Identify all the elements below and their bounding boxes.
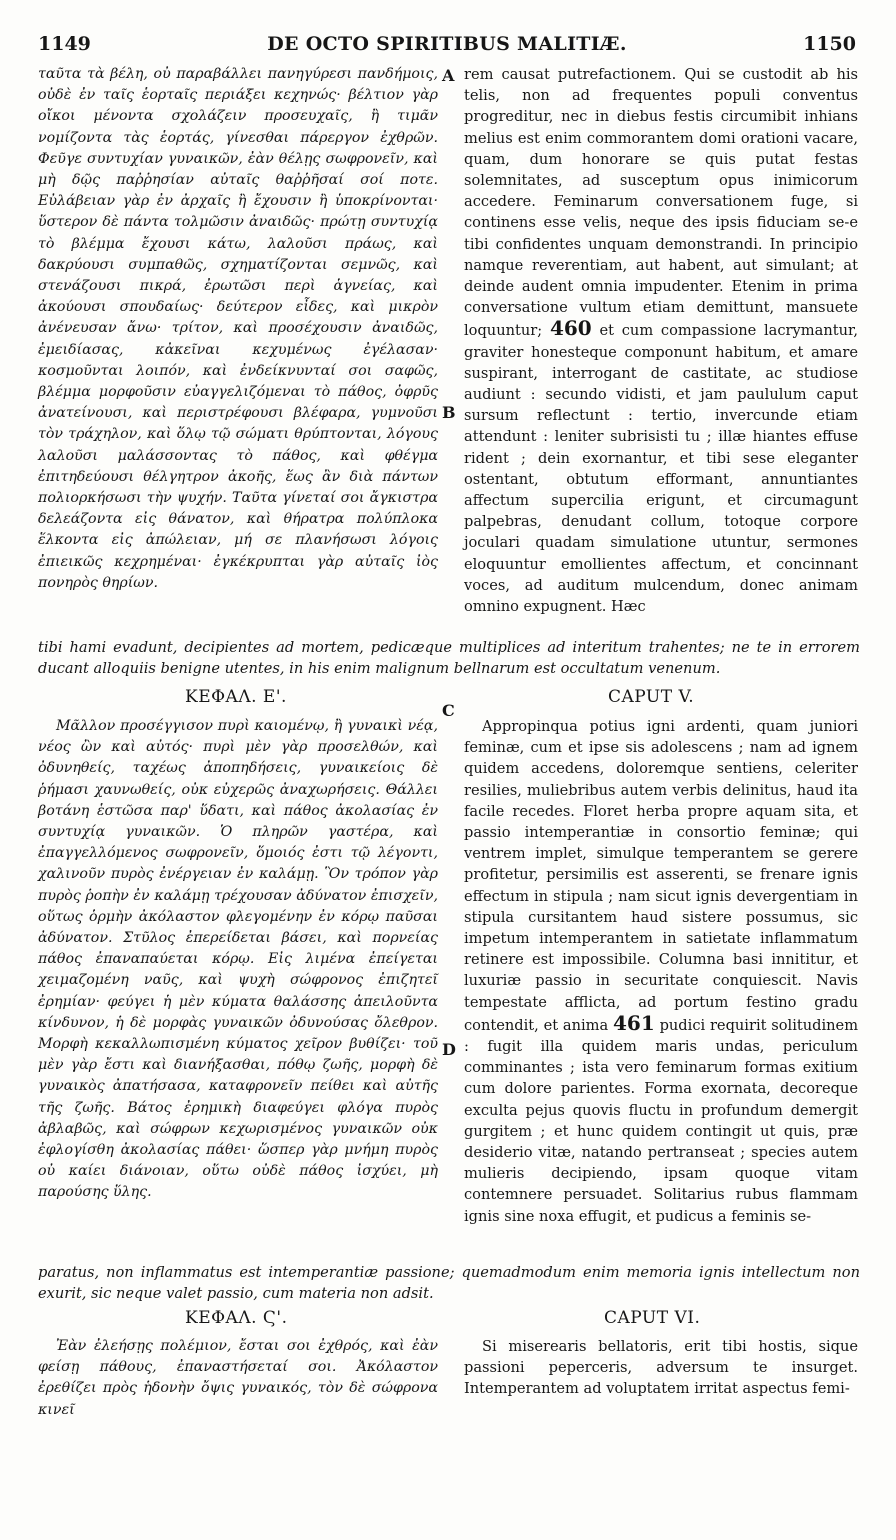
latin-column-chapter-6: Si miserearis bellatoris, erit tibi hostis, sique passioni peperceris, adversum te insurget. Intemperantem ad voluptatem irritat aspectus femi- [464, 1338, 858, 1398]
latin-spanning-text-2: paratus, non inflammatus est intemperantiæ passione; quemadmodum enim memoria ignis intellectum non exurit, sic neque valet passio, cum materia non adsit. [38, 1264, 860, 1302]
column-marker-461: 461 [613, 1010, 655, 1035]
margin-marker-c: C [442, 701, 455, 720]
margin-marker-b: B [442, 403, 456, 422]
latin-chapter-heading-5: CAPUT V. [608, 687, 695, 707]
margin-marker-d: D [442, 1040, 456, 1059]
margin-marker-a: A [442, 66, 455, 85]
greek-chapter-heading-5: ΚΕΦΑΛ. Ε'. [185, 687, 287, 707]
greek-chapter-heading-6: ΚΕΦΑΛ. Ϛ'. [185, 1308, 288, 1328]
latin-text-top-2: et cum compassione lacrymantur, graviter honesteque componunt habitum, et amare suspirant, interrogant de castitate, ac studiose audiunt : secundo vidisti, et jam paululum caput sursum reflectunt : tertio, invercunde etiam attendunt : leniter subrisisti tu ; illæ hiantes effuse rident ; dein exornantur, et tibi sese eleganter ostentant, obtutum efformant, annuntiantes affectum supercilia erigunt, et circumagunt palpebras, denudant collum, totoque corpore joculari quadam simulatione utuntur, sermones eloquuntur emollientes affectum, et concinnant voces, ad auditum mulcendum, donec animam omnino expugnent. Hæc [464, 322, 858, 616]
greek-column-chapter-5: Μᾶλλον προσέγγισον πυρὶ καιομένῳ, ἢ γυναικὶ νέᾳ, νέος ὢν καὶ αὐτός· πυρὶ μὲν γὰρ προσελθών, καὶ ὀδυνηθείς, ταχέως ἀποπηδήσεις, γυναικείοις δὲ ῥήμασι χαυνωθείς, οὐκ εὐχερῶς ἀναχωρήσεις. Θάλλει βοτάνη ἑστῶσα παρ' ὕδατι, καὶ πάθος ἀκολασίας ἐν συντυχίᾳ γυναικῶν. Ὁ πληρῶν γαστέρα, καὶ ἐπαγγελλόμενος σωφρονεῖν, ὅμοιός ἐστι τῷ λέγοντι, χαλινοῦν πυρὸς ἐνέργειαν ἐν καλάμῃ. Ὃν τρόπον γὰρ πυρὸς ῥοπὴν ἐν καλάμῃ τρέχουσαν ἀδύνατον ἐπισχεῖν, οὕτως ὁρμὴν ἀκόλαστον φλεγομένην ἐν κόρῳ παῦσαι ἀδύνατον. Στῦλος ἐπερείδεται βάσει, καὶ πορνείας πάθος ἐπαναπαύεται κόρῳ. Εἰς λιμένα ἐπείγεται χειμαζομένη ναῦς, καὶ ψυχὴ σώφρονος ἐπιζητεῖ ἐρημίαν· φεύγει ἡ μὲν κύματα θαλάσσης ἀπειλοῦντα κίνδυνον, ἡ δὲ μορφὰς γυναικῶν ὀδυνούσας ὄλεθρον. Μορφὴ κεκαλλωπισμένη κύματος χεῖρον βυθίζει· τοῦ μὲν γὰρ ἔστι καὶ διανήξασθαι, πόθῳ ζωῆς, μορφὴ δὲ γυναικὸς ἀπατήσασα, καταφρονεῖν πείθει καὶ αὐτῆς τῆς ζωῆς. Βάτος ἐρημικὴ διαφεύγει φλόγα πυρὸς ἀβλαβῶς, καὶ σώφρων κεχωρισμένος γυναικῶν οὐκ ἐφλογίσθη ἀκολασίας πάθει· ὥσπερ γὰρ μνήμη πυρὸς οὐ καίει διάνοιαν, οὕτω οὐδὲ πάθος ἰσχύει, μὴ παρούσης ὕλης. [38, 718, 438, 1201]
latin-text-top-1: rem causat putrefactionem. Qui se custodit ab his telis, non ad frequentes populi conventus progreditur, nec in diebus festis circumibit inhians melius est enim commorantem domi orationi vacare, quam, dum honorare se quis putat festas solemnitates, ad susceptum opus inimicorum accedere. Feminarum conversationem fuge, si continens esse velis, neque des ipsis fiduciam se-e tibi confidentes unquam demonstrandi. In principio namque reverentiam, aut habent, aut simulant; at deinde audent omnia impudenter. Etenim in prima conversatione vultum etiam demittunt, mansuete loquuntur; [464, 66, 858, 340]
running-title: DE OCTO SPIRITIBUS MALITIÆ. [267, 33, 627, 55]
column-marker-460: 460 [549, 316, 592, 341]
left-column-number: 1149 [38, 33, 91, 55]
latin-text-ch5-2: pudici requirit solitudinem : fugit illa quidem maris undas, periculum comminantes ; ista vero feminarum formas exitium cum dolore parientes. Forma exornata, decoreque exculta pejus quovis fluctu in profundum demergit gurgitem ; et hunc quidem contingit ut quis, præ desiderio vitæ, natando pertranseat ; species autem mulieris decipiendo, ipsam quoque vitam contemnere persuadet. Solitarius rubus flammam ignis sine noxa effugit, et pudicus a feminis se- [464, 1016, 859, 1225]
greek-column-chapter-6: Ἐὰν ἐλεήσῃς πολέμιον, ἔσται σοι ἐχθρός, καὶ ἐὰν φείσῃ πάθους, ἐπαναστήσεταί σοι. Ἀκόλαστον ἐρεθίζει πρὸς ἡδονὴν ὄψις γυναικός, τὸν δὲ σώφρονα κινεῖ [38, 1338, 438, 1418]
latin-spanning-text-1: tibi hami evadunt, decipientes ad mortem, pedicæque multiplices ad interitum trahentes; ne te in errorem ducant alloquiis benigne utentes, in his enim malignum bellnarum est occultatum venenum. [38, 639, 860, 677]
latin-column-chapter-5 [464, 716, 858, 1227]
running-header [38, 33, 856, 59]
greek-column-top: ταῦτα τὰ βέλη, οὐ παραβάλλει πανηγύρεσι πανδήμοις, οὐδὲ ἐν ταῖς ἑορταῖς περιάξει κεχηνώς· βέλτιον γὰρ οἴκοι μένοντα σχολάζειν προσευχαῖς, ἢ τιμᾶν νομίζοντα τὰς ἑορτάς, γίνεσθαι πάρεργον ἐχθρῶν. Φεῦγε συντυχίαν γυναικῶν, ἐὰν θέλῃς σωφρονεῖν, καὶ μὴ δῷς παῤῥησίαν αὐταῖς θαῤῥῆσαί σοί ποτε. Εὐλάβειαν γὰρ ἐν ἀρχαῖς ἢ ἔχουσιν ἢ ὑποκρίνονται· ὕστερον δὲ πάντα τολμῶσιν ἀναιδῶς· πρώτῃ συντυχίᾳ τὸ βλέμμα ἔχουσι κάτω, λαλοῦσι πράως, καὶ δακρύουσι συμπαθῶς, σχηματίζονται σεμνῶς, καὶ στενάζουσι πικρά, ἐρωτῶσι περὶ ἁγνείας, καὶ ἀκούουσι σπουδαίως· δεύτερον εἶδες, καὶ μικρὸν ἀνένευσαν ἄνω· τρίτον, καὶ προσέχουσιν ἀναιδῶς, ἐμειδίασας, κἀκεῖναι κεχυμένως ἐγέλασαν· κοσμοῦνται λοιπόν, καὶ ἐνδείκνυνταί σοι σαφῶς, βλέμμα μορφοῦσιν εὐαγγελιζόμεναι τὸ πάθος, ὀφρῦς ἀνατείνουσι, καὶ περιστρέφουσι βλέφαρα, γυμνοῦσι τὸν τράχηλον, καὶ ὅλῳ τῷ σώματι θρύπτονται, λόγους λαλοῦσι μαλάσσοντας τὸ πάθος, καὶ φθέγμα ἐπιτηδεύουσι θέλγητρον ἀκοῆς, ἕως ἂν διὰ πάντων πολιορκήσωσι τὴν ψυχήν. Ταῦτα γίνεταί σοι ἄγκιστρα δελεάζοντα εἰς θάνατον, καὶ θήρατρα πολύπλοκα ἕλκοντα εἰς ἀπώλειαν, μή σε πλανήσωσι λόγοις ἐπιεικῶς κεχρημέναι· ἐγκέκρυπται γὰρ αὐταῖς ἰὸς πονηρὸς θηρίων. [38, 66, 438, 591]
latin-text-ch5-1: Appropinqua potius igni ardenti, quam juniori feminæ, cum et ipse sis adolescens ; nam ad ignem quidem accedens, doloremque sentiens, celeriter resilies, muliebribus autem verbis delinitus, haud ita facile recedes. Floret herba propre aquam sita, et passio intemperantiæ in consortio feminæ; qui ventrem implet, simulque temperantem se gerere profitetur, persimilis est asserenti, se frenare ignis effectum in stipula ; nam sicut ignis devergentiam in stipula cursitantem haud sistere possumus, sic impetum intemperantem in satietate inflammatum retinere est impossibile. Columna basi innititur, et luxuriæ passio in securitate conquiescit. Navis tempestate afflicta, ad portum festino gradu contendit, et anima [464, 718, 858, 1034]
right-column-number: 1150 [803, 33, 856, 55]
latin-chapter-heading-6: CAPUT VI. [604, 1308, 701, 1328]
latin-column-top [464, 64, 858, 617]
